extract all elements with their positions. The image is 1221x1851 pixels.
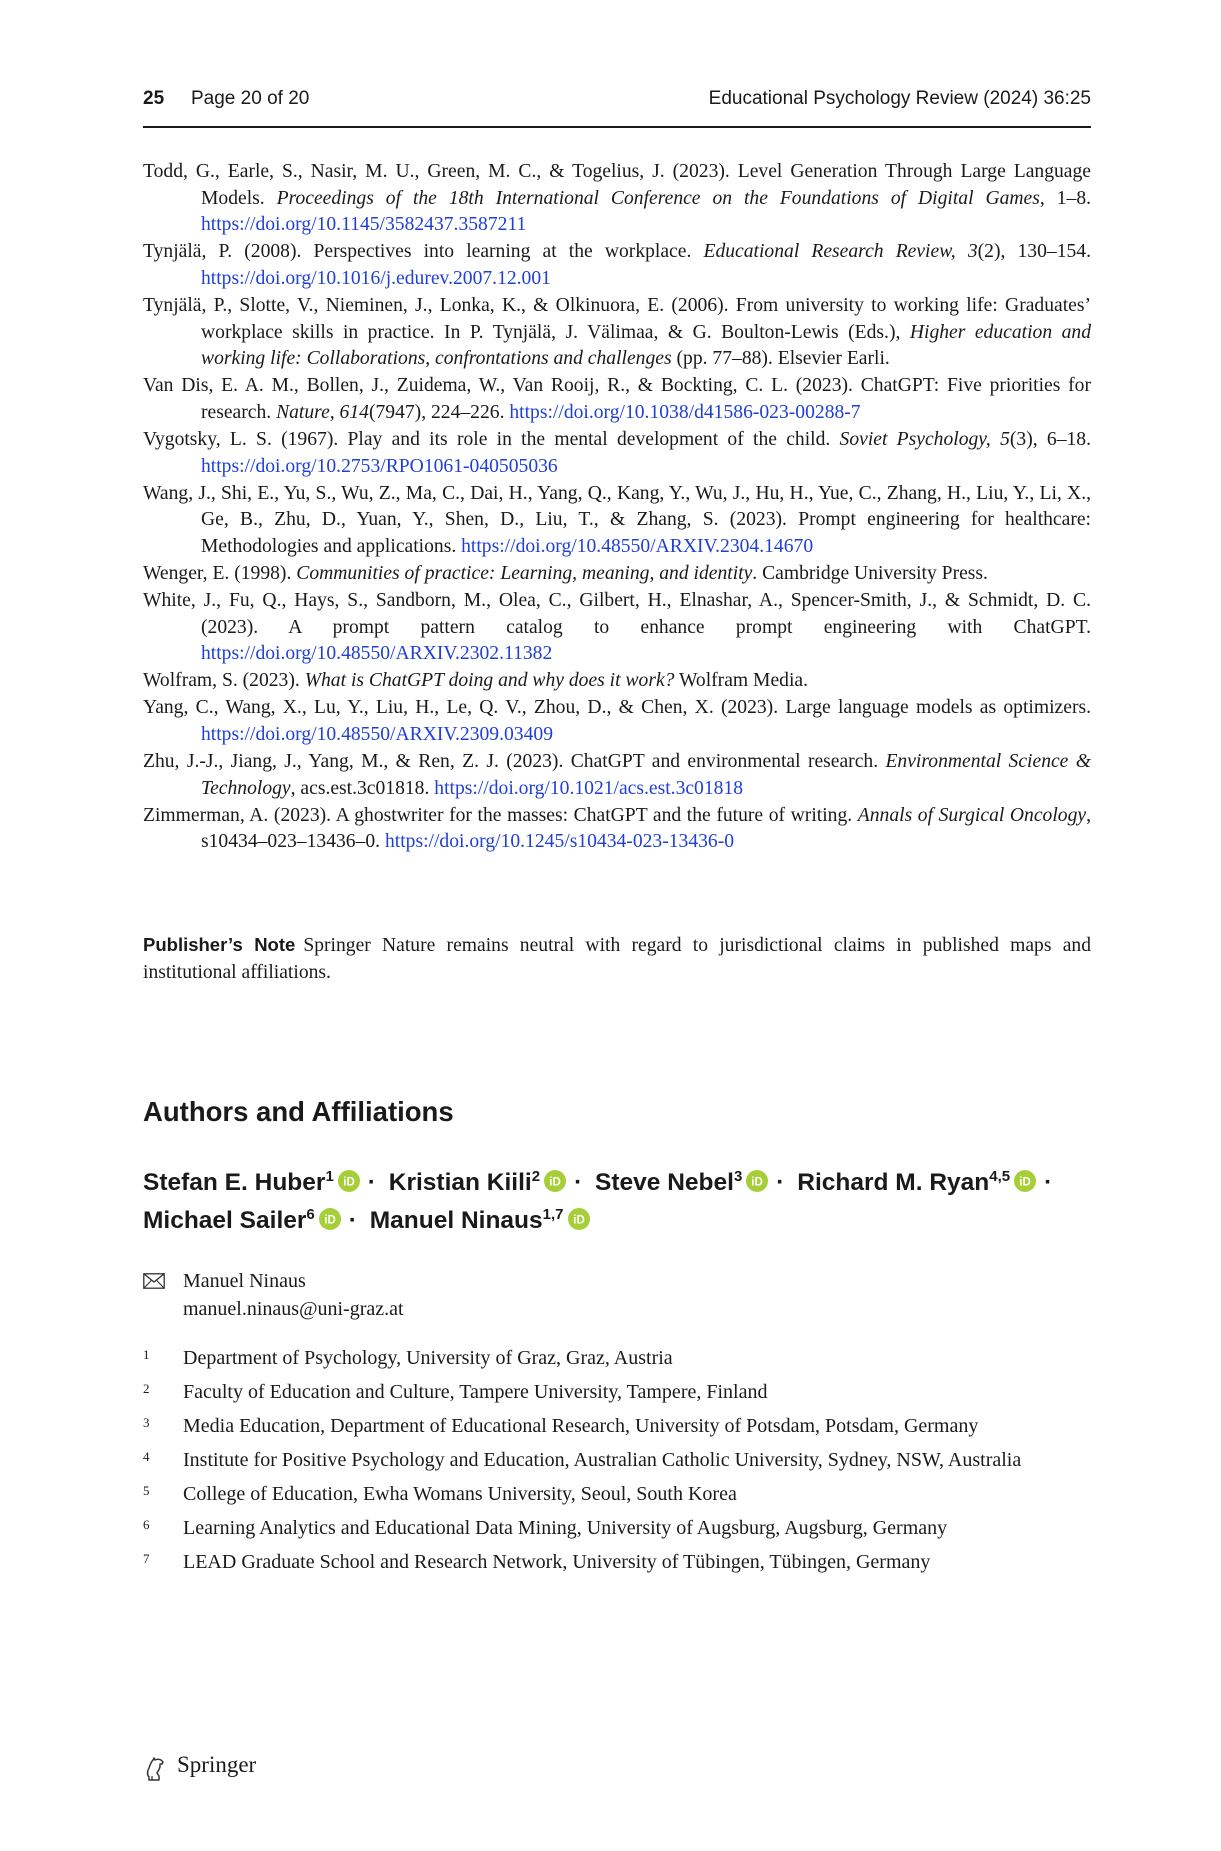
author-separator: · [574, 1169, 583, 1196]
affiliation-list [143, 1345, 1091, 1576]
reference-italic-text: Higher education and working life: Collaborations, confrontations and challenges [201, 321, 1091, 370]
author-list [143, 1164, 1091, 1240]
author-affiliation-sup: 2 [531, 1168, 541, 1185]
page-of-count: Page 20 of 20 [191, 88, 310, 109]
author-name: Richard M. Ryan [797, 1169, 990, 1196]
reference-text: Zimmerman, A. (2023). A ghostwriter for the masses: ChatGPT and the future of writing. [143, 804, 858, 826]
author-name: Steve Nebel [595, 1169, 734, 1196]
affiliation-number: 5 [143, 1483, 150, 1498]
affiliation-item [143, 1481, 1091, 1508]
reference-doi-link[interactable]: https://doi.org/10.48550/ARXIV.2304.14670 [461, 535, 814, 557]
reference-doi-link[interactable]: https://doi.org/10.1016/j.edurev.2007.12.001 [201, 267, 551, 289]
envelope-icon [143, 1273, 165, 1289]
reference-text: (2), 130–154. [977, 241, 1091, 263]
affiliation-number: 3 [143, 1415, 150, 1430]
reference-entry [143, 427, 1091, 480]
author-name: Manuel Ninaus [369, 1207, 543, 1234]
author-affiliation-sup: 3 [733, 1168, 743, 1185]
corresponding-author-email[interactable]: manuel.ninaus@uni-graz.at [183, 1298, 404, 1320]
orcid-icon[interactable] [1014, 1170, 1036, 1192]
author-affiliation-sup: 4,5 [989, 1168, 1011, 1185]
reference-text: Tynjälä, P. (2008). Perspectives into learning at the workplace. [143, 241, 704, 263]
reference-italic-text: What is ChatGPT doing and why does it work? [304, 670, 675, 692]
svg-text:iD: iD [343, 1176, 355, 1189]
reference-italic-text: Annals of Surgical Oncology [857, 804, 1087, 826]
reference-entry [143, 373, 1091, 426]
affiliation-text: College of Education, Ewha Womans University, Seoul, South Korea [183, 1483, 737, 1505]
reference-text: Yang, C., Wang, X., Lu, Y., Liu, H., Le, Q. V., Zhou, D., & Chen, X. (2023). Large language models as optimizers. [143, 697, 1091, 719]
reference-list [143, 159, 1091, 856]
affiliation-text: Faculty of Education and Culture, Tampere University, Tampere, Finland [183, 1381, 768, 1403]
affiliation-text: Learning Analytics and Educational Data Mining, University of Augsburg, Augsburg, Germany [183, 1517, 948, 1539]
reference-doi-link[interactable]: https://doi.org/10.1245/s10434-023-13436-0 [384, 831, 735, 853]
reference-text: , 1–8. [1039, 187, 1092, 209]
affiliation-text: Department of Psychology, University of Graz, Graz, Austria [183, 1347, 673, 1369]
affiliation-number: 1 [143, 1347, 150, 1362]
publishers-note [143, 932, 1091, 986]
reference-entry [143, 293, 1091, 373]
reference-text: Wolfram, S. (2023). [143, 670, 305, 692]
svg-text:iD: iD [751, 1176, 764, 1189]
reference-entry [143, 239, 1091, 292]
author-affiliation-sup: 1,7 [542, 1206, 564, 1223]
affiliation-item [143, 1413, 1091, 1440]
reference-doi-link[interactable]: https://doi.org/10.48550/ARXIV.2309.03409 [201, 723, 553, 745]
reference-text: , acs.est.3c01818. [290, 777, 435, 799]
orcid-icon[interactable] [746, 1170, 768, 1192]
reference-entry [143, 803, 1091, 856]
reference-entry [143, 749, 1091, 802]
header-rule [143, 126, 1091, 128]
reference-text: (pp. 77–88). Elsevier Earli. [671, 348, 890, 370]
reference-text: Wolfram Media. [674, 670, 809, 692]
author-separator: · [776, 1169, 785, 1196]
publishers-note-text: Springer Nature remains neutral with regard to jurisdictional claims in published maps and institutional affiliations. [143, 935, 1091, 983]
author-name: Stefan E. Huber [143, 1169, 326, 1196]
springer-wordmark: Springer [177, 1752, 257, 1777]
author-affiliation-sup: 6 [306, 1206, 315, 1223]
authors-affiliations-heading: Authors and Affiliations [143, 1096, 454, 1127]
reference-text: Tynjälä, P., Slotte, V., Nieminen, J., Lonka, K., & Olkinuora, E. (2006). From university to working life: Graduates’ workplace skills in practice. In P. Tynjälä, J. Välimaa, & G. Boulton-Lewis (Eds.), [143, 294, 1091, 343]
reference-entry [143, 561, 1091, 588]
affiliation-item [143, 1345, 1091, 1372]
author-name: Michael Sailer [143, 1207, 307, 1234]
reference-text: Van Dis, E. A. M., Bollen, J., Zuidema, W., Van Rooij, R., & Bockting, C. L. (2023). ChatGPT: Five priorities for research. [143, 375, 1091, 423]
running-header [143, 88, 1091, 118]
corresponding-author-name: Manuel Ninaus [183, 1270, 306, 1292]
reference-entry [143, 481, 1091, 561]
reference-text: (3), 6–18. [1009, 428, 1091, 450]
reference-italic-text: Educational Research Review, 3 [703, 241, 978, 263]
orcid-icon[interactable] [568, 1208, 590, 1230]
journal-citation: Educational Psychology Review (2024) 36:25 [708, 88, 1091, 109]
reference-text: Zhu, J.-J., Jiang, J., Yang, M., & Ren, Z. J. (2023). ChatGPT and environmental research. [143, 751, 886, 773]
author-name: Kristian Kiili [388, 1169, 532, 1196]
reference-italic-text: Soviet Psychology, 5 [839, 428, 1010, 450]
affiliation-item [143, 1549, 1091, 1576]
reference-text: Todd, G., Earle, S., Nasir, M. U., Green, M. C., & Togelius, J. (2023). Level Generation Through Large Language Models. [143, 161, 1091, 209]
affiliation-text: LEAD Graduate School and Research Network, University of Tübingen, Tübingen, Germany [183, 1551, 931, 1573]
reference-text: White, J., Fu, Q., Hays, S., Sandborn, M., Olea, C., Gilbert, H., Elnashar, A., Spencer-Smith, J., & Schmidt, D. C. (2023). A prompt pattern catalog to enhance prompt engineering with ChatGPT. [143, 590, 1091, 638]
reference-doi-link[interactable]: https://doi.org/10.1145/3582437.3587211 [201, 214, 527, 236]
affiliation-text: Institute for Positive Psychology and Education, Australian Catholic University, Sydney, NSW, Australia [183, 1449, 1022, 1471]
reference-doi-link[interactable]: https://doi.org/10.1038/d41586-023-00288-7 [509, 401, 861, 423]
reference-text: , s10434–023–13436–0. [201, 804, 1091, 853]
svg-text:iD: iD [572, 1214, 585, 1227]
svg-text:iD: iD [1019, 1176, 1031, 1189]
publishers-note-label: Publisher’s Note [143, 934, 296, 955]
orcid-icon[interactable] [338, 1170, 360, 1192]
springer-horse-icon [143, 1756, 169, 1782]
reference-text: Wenger, E. (1998). [143, 562, 297, 584]
reference-doi-link[interactable]: https://doi.org/10.48550/ARXIV.2302.11382 [201, 643, 553, 665]
author-affiliation-sup: 1 [325, 1168, 334, 1185]
svg-text:iD: iD [324, 1214, 336, 1227]
reference-italic-text: Proceedings of the 18th International Conference on the Foundations of Digital Games [276, 187, 1040, 209]
affiliation-number: 7 [143, 1551, 150, 1566]
reference-text: Wang, J., Shi, E., Yu, S., Wu, Z., Ma, C., Dai, H., Yang, Q., Kang, Y., Wu, J., Hu, H., Yue, C., Zhang, H., Liu, Y., Li, X., Ge, B., Zhu, D., Yuan, Y., Shen, D., Liu, T., & Zhang, S. (2023). Prompt engineering for healthcare: Methodologies and applications. [143, 482, 1091, 557]
affiliation-item [143, 1447, 1091, 1474]
affiliation-number: 6 [143, 1517, 150, 1532]
affiliation-number: 4 [143, 1449, 150, 1464]
reference-entry [143, 588, 1091, 668]
reference-entry [143, 668, 1091, 695]
affiliation-item [143, 1379, 1091, 1406]
reference-entry [143, 159, 1091, 239]
reference-italic-text: Communities of practice: Learning, meaning, and identity [296, 562, 753, 584]
svg-text:iD: iD [549, 1176, 561, 1189]
affiliation-item [143, 1515, 1091, 1542]
reference-text: Vygotsky, L. S. (1967). Play and its role in the mental development of the child. [143, 428, 840, 450]
reference-text: . Cambridge University Press. [752, 562, 988, 584]
affiliation-number: 2 [143, 1381, 150, 1396]
author-separator: · [1044, 1169, 1053, 1196]
reference-doi-link[interactable]: https://doi.org/10.2753/RPO1061-040505036 [201, 455, 558, 477]
reference-italic-text: Environmental Science & Technology [201, 751, 1091, 799]
page-number: 25 [143, 88, 165, 109]
affiliation-text: Media Education, Department of Educational Research, University of Potsdam, Potsdam, Germany [183, 1415, 979, 1437]
author-separator: · [348, 1207, 357, 1234]
reference-doi-link[interactable]: https://doi.org/10.1021/acs.est.3c01818 [434, 777, 744, 799]
author-separator: · [367, 1169, 376, 1196]
orcid-icon[interactable] [544, 1170, 566, 1192]
reference-italic-text: Nature, 614 [276, 401, 369, 423]
reference-entry [143, 695, 1091, 748]
reference-text: (7947), 224–226. [368, 401, 510, 423]
orcid-icon[interactable] [319, 1208, 341, 1230]
